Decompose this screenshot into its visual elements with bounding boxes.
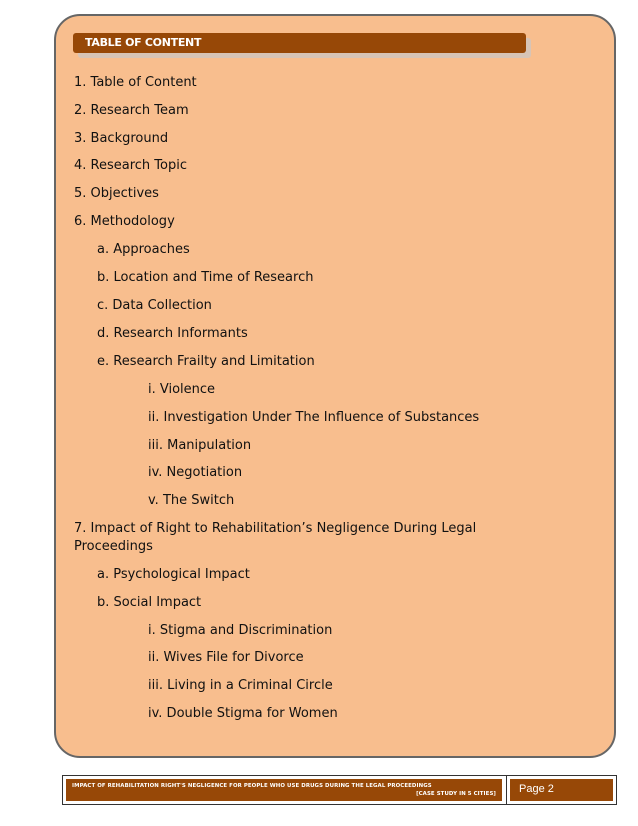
toc-entry: 3. Background	[74, 131, 169, 146]
toc-entry: 5. Objectives	[74, 186, 159, 201]
toc-entry: 2. Research Team	[74, 103, 189, 118]
toc-entry: ii. Investigation Under The Influence of Substances	[148, 410, 480, 425]
toc-entry: 1. Table of Content	[74, 75, 197, 90]
footer-subtitle: [CASE STUDY IN 5 CITIES]	[416, 791, 496, 797]
footer-page-block	[510, 779, 613, 801]
toc-entry: e. Research Frailty and Limitation	[97, 354, 315, 369]
toc-entry: a. Approaches	[97, 242, 190, 257]
footer-divider	[506, 776, 507, 804]
toc-entry: iii. Manipulation	[148, 438, 252, 453]
toc-entry: i. Stigma and Discrimination	[148, 623, 333, 638]
page-footer	[62, 775, 617, 805]
footer-title: IMPACT OF REHABILITATION RIGHT'S NEGLIGENCE FOR PEOPLE WHO USE DRUGS DURING THE LEGAL PROCEEDINGS	[72, 783, 432, 789]
toc-entry: iv. Double Stigma for Women	[148, 706, 338, 721]
toc-entry: c. Data Collection	[97, 298, 212, 313]
toc-entry: b. Location and Time of Research	[97, 270, 314, 285]
toc-entry: 7. Impact of Right to Rehabilitation’s Negligence During Legal Proceedings	[74, 521, 477, 554]
toc-entry: iii. Living in a Criminal Circle	[148, 678, 333, 693]
toc-entry: 4. Research Topic	[74, 158, 187, 173]
toc-entry: iv. Negotiation	[148, 465, 243, 480]
page-number: Page 2	[519, 783, 554, 795]
toc-entry: b. Social Impact	[97, 595, 202, 610]
toc-entry: 6. Methodology	[74, 214, 175, 229]
toc-entry: ii. Wives File for Divorce	[148, 650, 304, 665]
toc-heading: TABLE OF CONTENT	[85, 36, 202, 49]
toc-entry: v. The Switch	[148, 493, 235, 508]
toc-entry: a. Psychological Impact	[97, 567, 250, 582]
toc-entry: i. Violence	[148, 382, 216, 397]
toc-entry: d. Research Informants	[97, 326, 248, 341]
footer-title-block	[66, 779, 502, 801]
